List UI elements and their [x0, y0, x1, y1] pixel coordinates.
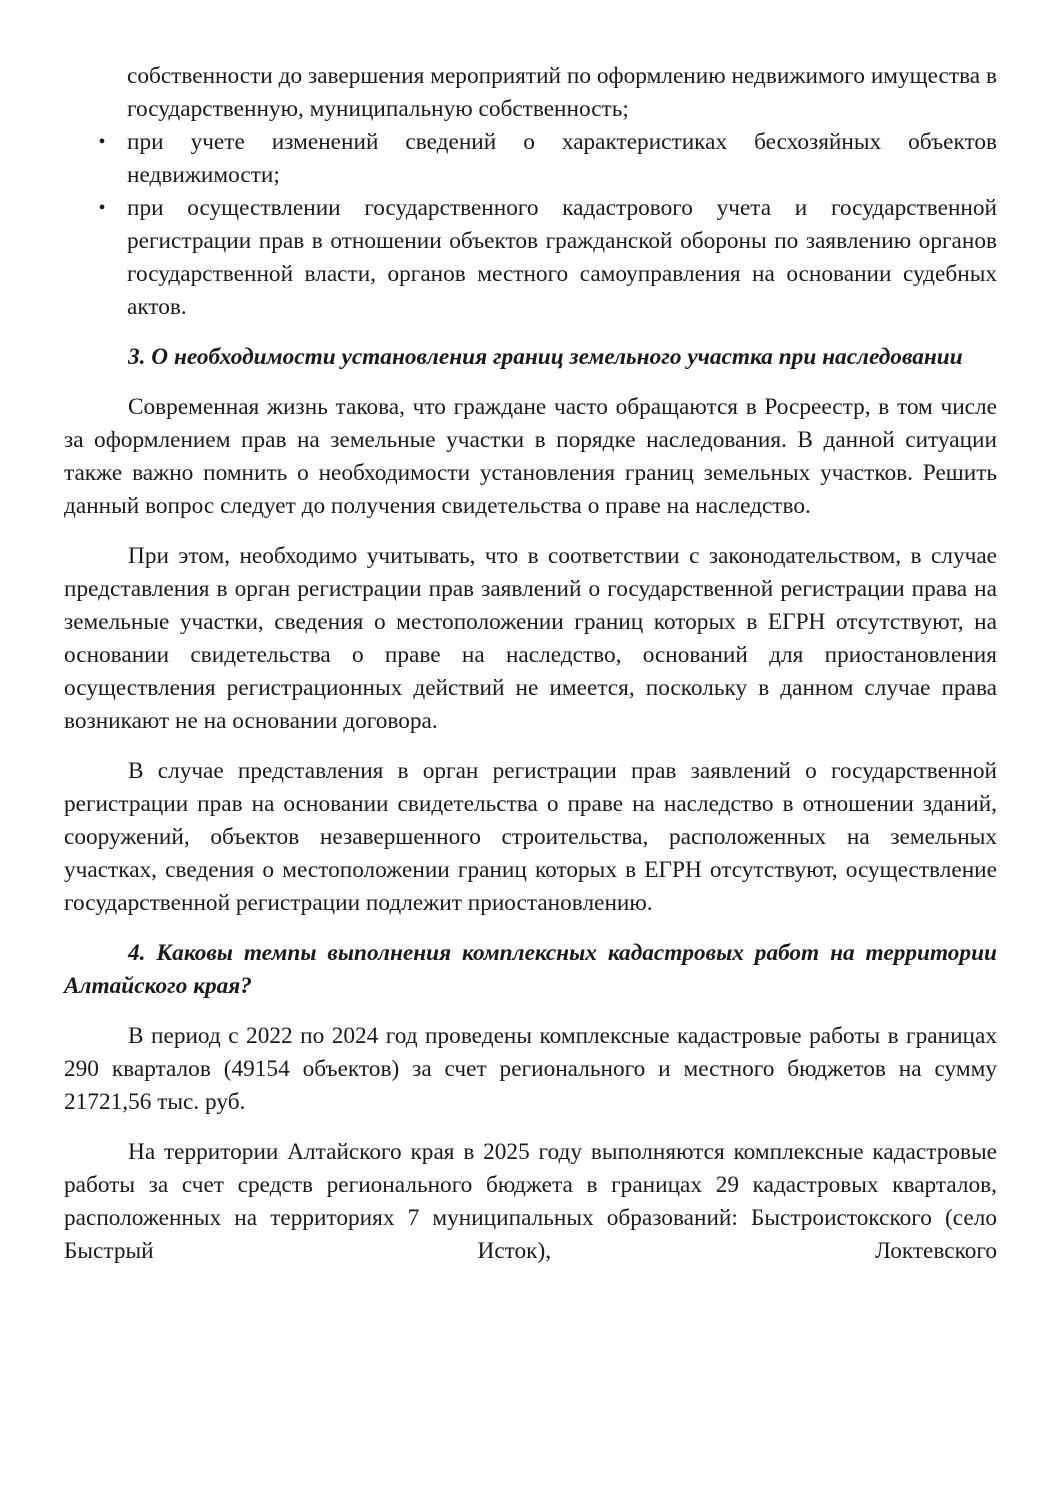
bullet-text: при осуществлении государственного кадастрового учета и государственной регистрации прав в отношении объектов гражданской обороны по заявлению органов государственной власти, органов местного самоуправления на основании судебных актов.: [127, 195, 997, 320]
section-3-heading: 3. О необходимости установления границ земельного участка при наследовании: [128, 344, 963, 370]
bullet-icon: •: [98, 131, 106, 153]
section-4-paragraph-2: На территории Алтайского края в 2025 году выполняются комплексные кадастровые работы за счет средств регионального бюджета в границах 29 кадастровых кварталов, расположенных на территориях 7 муниципальных образований: Быстроистокского (село Быстрый Исток), Локтевского: [64, 1139, 997, 1264]
document-page: [64, 60, 997, 1268]
continuation-text: собственности до завершения мероприятий по оформлению недвижимого имущества в государственную, муниципальную собственность;: [127, 63, 997, 122]
bullet-list: [64, 126, 997, 324]
bullet-icon: •: [98, 197, 106, 219]
section-3-paragraph-1: Современная жизнь такова, что граждане часто обращаются в Росреестр, в том числе за оформлением прав на земельные участки в порядке наследования. В данной ситуации также важно помнить о необходимости установления границ земельных участков. Решить данный вопрос следует до получения свидетельства о праве на наследство.: [64, 394, 997, 519]
bullet-item: [98, 192, 997, 324]
section-4-heading: 4. Каковы темпы выполнения комплексных кадастровых работ на территории Алтайского края?: [64, 940, 997, 999]
section-4-paragraph-1: В период с 2022 по 2024 год проведены комплексные кадастровые работы в границах 290 кварталов (49154 объектов) за счет регионального и местного бюджетов на сумму 21721,56 тыс. руб.: [64, 1023, 997, 1115]
bullet-text: при учете изменений сведений о характеристиках бесхозяйных объектов недвижимости;: [127, 129, 997, 188]
section-3-paragraph-2: При этом, необходимо учитывать, что в соответствии с законодательством, в случае представления в орган регистрации прав заявлений о государственной регистрации права на земельные участки, сведения о местоположении границ которых в ЕГРН отсутствуют, на основании свидетельства о праве на наследство, оснований для приостановления осуществления регистрационных действий не имеется, поскольку в данном случае права возникают не на основании договора.: [64, 543, 997, 734]
section-3-paragraph-3: В случае представления в орган регистрации прав заявлений о государственной регистрации прав на основании свидетельства о праве на наследство в отношении зданий, сооружений, объектов незавершенного строительства, расположенных на земельных участках, сведения о местоположении границ которых в ЕГРН отсутствуют, осуществление государственной регистрации подлежит приостановлению.: [64, 758, 997, 916]
bullet-item: [98, 126, 997, 192]
